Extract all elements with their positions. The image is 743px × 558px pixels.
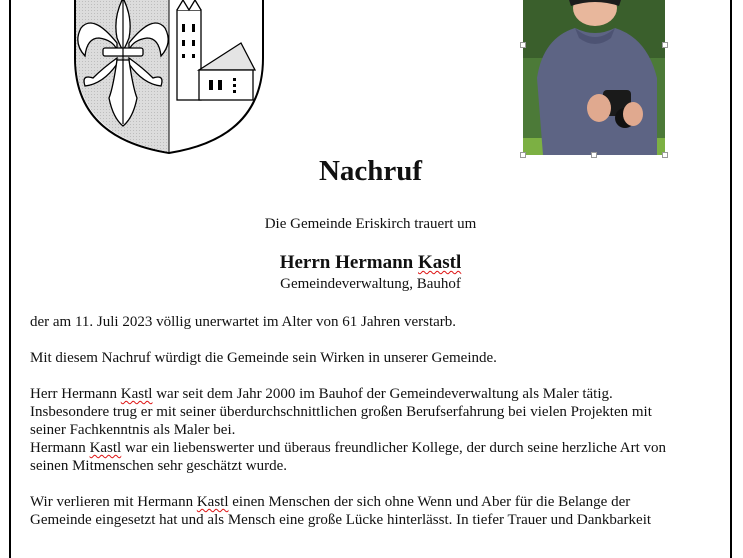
portrait-man-with-camera-icon — [523, 0, 665, 155]
paragraph-loss: Wir verlieren mit Hermann Kastl einen Menschen der sich ohne Wenn und Aber für die Belange der Gemeinde eingesetzt hat und als Mensch eine große Lücke hinterlässt. In tiefer Trauer und Dankbarkeit — [30, 494, 652, 528]
intro-line: Die Gemeinde Eriskirch trauert um — [264, 216, 477, 232]
resize-handle-right[interactable] — [662, 42, 668, 48]
resize-handle-left[interactable] — [520, 42, 526, 48]
name-prefix: Herrn Hermann — [279, 252, 418, 273]
paragraph-date: der am 11. Juli 2023 völlig unerwartet im Alter von 61 Jahren verstarb. — [30, 314, 457, 330]
page-title: Nachruf — [318, 155, 423, 187]
surname-spellcheck[interactable]: Kastl — [120, 386, 153, 402]
document-page — [9, 0, 732, 558]
paragraph-career: Herr Hermann Kastl war seit dem Jahr 2000 im Bauhof der Gemeindeverwaltung als Maler tätig. Insbesondere trug er mit seiner überdurchschnittlichen großen Berufserfahrung bei vielen Projekten mit seiner Fachkenntnis als Maler bei. Hermann Kastl war ein liebenswerter und überaus freundlicher Kollege, der durch seine herzliche Art von seinen Mitmenschen sehr geschätzt wurde. — [30, 386, 667, 474]
coat-of-arms-icon — [73, 0, 265, 156]
paragraph-tribute: Mit diesem Nachruf würdigt die Gemeinde sein Wirken in unserer Gemeinde. — [30, 350, 497, 366]
deceased-name — [11, 252, 730, 274]
department-line: Gemeindeverwaltung, Bauhof — [280, 276, 461, 292]
surname-spellcheck[interactable]: Kastl — [89, 440, 122, 456]
portrait-photo[interactable] — [523, 0, 665, 155]
surname-spellcheck[interactable]: Kastl — [196, 494, 229, 510]
surname-spellcheck[interactable]: Kastl — [417, 252, 462, 273]
document-body — [30, 313, 730, 547]
